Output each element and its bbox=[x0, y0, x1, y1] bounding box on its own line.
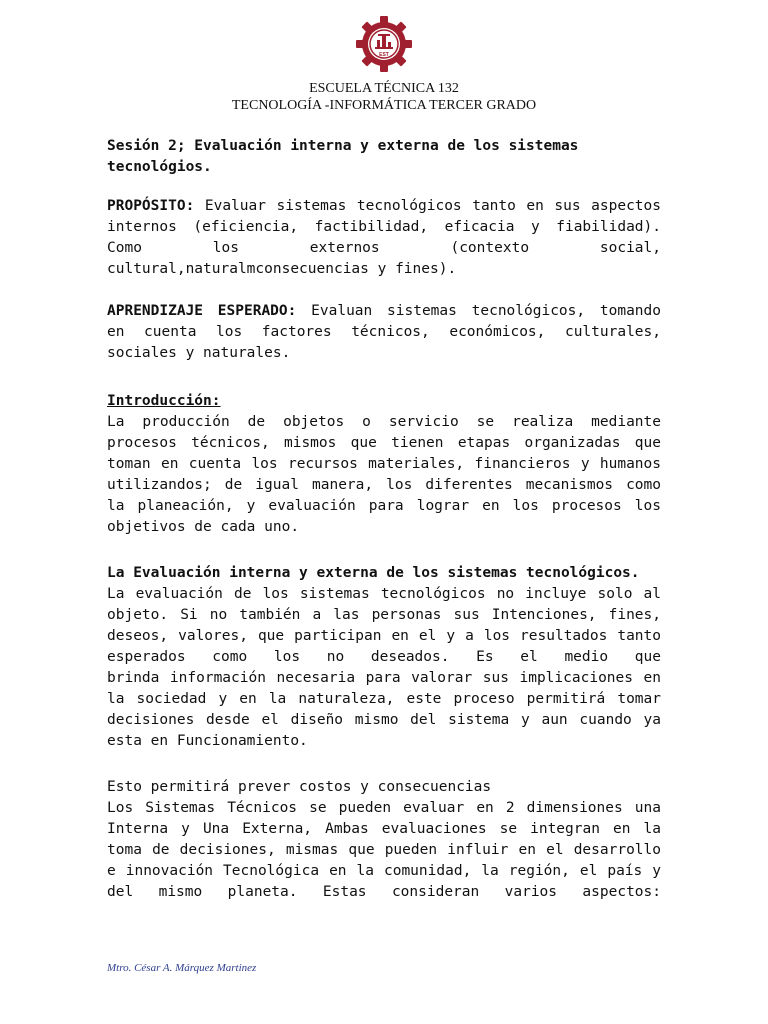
session-title: Sesión 2; Evaluación interna y externa de los sistemas tecnológios. bbox=[107, 138, 579, 175]
school-seal-gear-logo bbox=[354, 14, 414, 74]
costos-line: Los Sistemas Técnicos se pueden evaluar en 2 dimensiones una bbox=[107, 800, 661, 816]
evaluacion-line: esta en Funcionamiento. bbox=[107, 733, 308, 749]
proposito-text-4: cultural,naturalmconsecuencias y fines). bbox=[107, 261, 457, 277]
evaluacion-line: La evaluación de los sistemas tecnológicos no incluye solo al bbox=[107, 586, 661, 602]
aprendizaje-text-1: Evaluan sistemas tecnológicos, tomando bbox=[296, 303, 661, 319]
intro-line: la planeación, y evaluación para lograr en los procesos los bbox=[107, 498, 661, 514]
proposito-text-3: Como los externos (contexto social, bbox=[107, 240, 661, 256]
proposito-text-2: internos (eficiencia, factibilidad, eficacia y fiabilidad). bbox=[107, 219, 661, 235]
evaluacion-section bbox=[107, 563, 661, 752]
costos-line: Interna y Una Externa, Ambas evaluaciones se integran en la bbox=[107, 821, 661, 837]
school-name: ESCUELA TÉCNICA 132 bbox=[309, 81, 459, 96]
footer-author: Mtro. César A. Márquez Martinez bbox=[107, 962, 257, 974]
proposito-text-1: Evaluar sistemas tecnológicos tanto en sus aspectos bbox=[194, 198, 661, 214]
course-name: TECNOLOGÍA -INFORMÁTICA TERCER GRADO bbox=[231, 98, 537, 113]
document-header bbox=[0, 80, 768, 114]
intro-line: La producción de objetos o servicio se realiza mediante bbox=[107, 414, 661, 430]
costos-intro: Esto permitirá prever costos y consecuencias bbox=[107, 779, 492, 795]
aprendizaje-label: APRENDIZAJE ESPERADO: bbox=[107, 303, 297, 319]
evaluacion-heading: La Evaluación interna y externa de los sistemas tecnológicos. bbox=[107, 565, 640, 581]
evaluacion-line: brinda información necesaria para valorar sus implicaciones en bbox=[107, 670, 661, 686]
seal-letters: EST bbox=[379, 52, 389, 58]
introduccion-section bbox=[107, 391, 661, 538]
costos-line: del mismo planeta. Estas consideran varios aspectos: bbox=[107, 884, 661, 900]
proposito-label: PROPÓSITO: bbox=[107, 198, 195, 214]
costos-section bbox=[107, 777, 661, 903]
evaluacion-line: objeto. Si no también a las personas sus Intenciones, fines, bbox=[107, 607, 661, 623]
introduccion-heading: Introducción: bbox=[107, 393, 221, 409]
intro-line: procesos técnicos, mismos que tienen etapas organizadas que bbox=[107, 435, 661, 451]
evaluacion-line: decisiones desde el diseño mismo del sistema y aun cuando ya bbox=[107, 712, 661, 728]
evaluacion-line: la sociedad y en la naturaleza, este proceso permitirá tomar bbox=[107, 691, 661, 707]
aprendizaje-section bbox=[107, 301, 661, 364]
costos-line: e innovación Tecnológica en la comunidad, la región, el país y bbox=[107, 863, 661, 879]
proposito-section bbox=[107, 196, 661, 280]
aprendizaje-text-3: sociales y naturales. bbox=[107, 345, 291, 361]
evaluacion-line: deseos, valores, que participan en el y a los resultados tanto bbox=[107, 628, 661, 644]
costos-line: toma de decisiones, mismas que pueden influir en el desarrollo bbox=[107, 842, 661, 858]
evaluacion-line: esperados como los no deseados. Es el medio que bbox=[107, 649, 661, 665]
aprendizaje-text-2: en cuenta los factores técnicos, económicos, culturales, bbox=[107, 324, 661, 340]
intro-line: toman en cuenta los recursos materiales, financieros y humanos bbox=[107, 456, 661, 472]
intro-line: utilizandos; de igual manera, los diferentes mecanismos como bbox=[107, 477, 661, 493]
intro-line: objetivos de cada uno. bbox=[107, 519, 300, 535]
